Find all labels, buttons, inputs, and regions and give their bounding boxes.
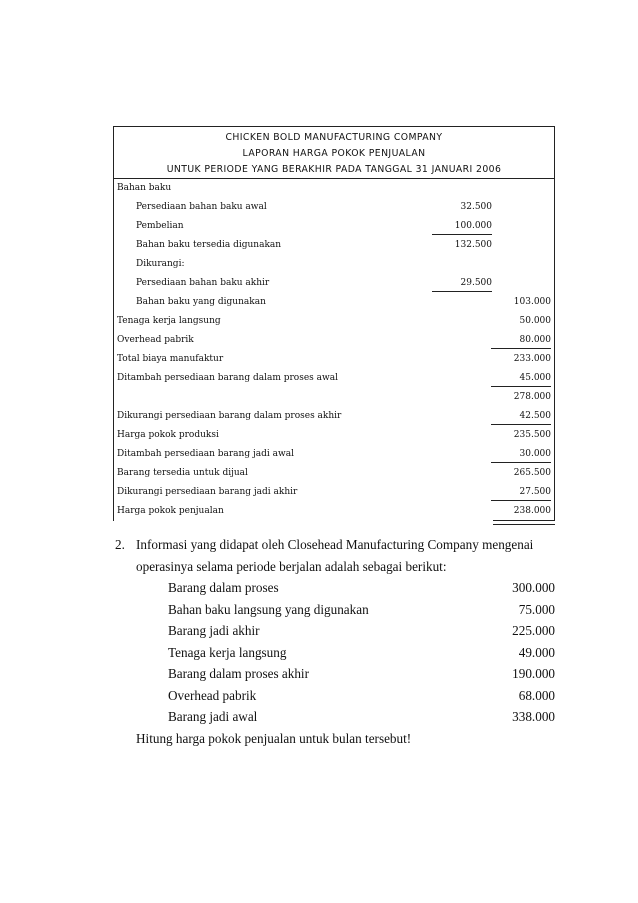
row-value: 233.000	[513, 354, 551, 364]
row-value: 42.500	[491, 407, 551, 425]
row-subvalue: 100.000	[432, 217, 492, 235]
table-row	[114, 483, 554, 502]
table-row	[114, 217, 554, 236]
row-label: Ditambah persediaan barang jadi awal	[117, 449, 294, 459]
cogs-report-table	[113, 126, 555, 521]
row-label: Persediaan bahan baku akhir	[136, 278, 270, 288]
row-label: Harga pokok produksi	[117, 430, 219, 440]
item-label: Tenaga kerja langsung	[168, 644, 287, 660]
item-value: 190.000	[512, 666, 555, 681]
table-row	[114, 198, 554, 217]
row-value: 50.000	[519, 316, 551, 326]
item-value: 225.000	[512, 623, 555, 638]
table-row	[114, 369, 554, 388]
list-item	[115, 685, 555, 707]
row-value: 265.500	[513, 468, 551, 478]
item-label: Barang jadi akhir	[168, 623, 260, 638]
list-item	[115, 706, 555, 728]
item-label: Bahan baku langsung yang digunakan	[168, 601, 369, 617]
table-row	[114, 255, 554, 274]
row-value: 45.000	[491, 369, 551, 387]
exercise-section	[115, 534, 555, 749]
exercise-question: Hitung harga pokok penjualan untuk bulan tersebut!	[136, 730, 412, 746]
row-label: Overhead pabrik	[117, 335, 194, 345]
table-row	[114, 274, 554, 293]
row-label: Dikurangi persediaan barang dalam proses akhir	[117, 411, 342, 421]
list-item	[115, 642, 555, 664]
row-label: Dikurangi:	[136, 259, 185, 269]
exercise-intro-cont: operasinya selama periode berjalan adalah sebagai berikut:	[136, 558, 447, 574]
list-item	[115, 577, 555, 599]
row-label: Barang tersedia untuk dijual	[117, 468, 248, 478]
row-value: 235.500	[513, 430, 551, 440]
item-label: Barang dalam proses akhir	[168, 666, 309, 681]
row-subvalue: 132.500	[454, 240, 492, 250]
table-row	[114, 179, 554, 198]
company-name: CHICKEN BOLD MANUFACTURING COMPANY	[225, 132, 443, 143]
table-row	[114, 502, 554, 521]
row-subvalue: 29.500	[432, 274, 492, 292]
item-value: 49.000	[518, 644, 555, 660]
report-header	[114, 127, 554, 179]
table-row	[114, 445, 554, 464]
table-row	[114, 407, 554, 426]
table-row	[114, 312, 554, 331]
row-subvalue: 32.500	[460, 202, 492, 212]
item-label: Overhead pabrik	[168, 687, 257, 703]
row-label: Dikurangi persediaan barang jadi akhir	[117, 487, 298, 497]
table-row	[114, 426, 554, 445]
list-item	[115, 620, 555, 642]
row-label: Total biaya manufaktur	[117, 354, 224, 364]
report-title: LAPORAN HARGA POKOK PENJUALAN	[242, 148, 426, 159]
item-label: Barang dalam proses	[168, 580, 279, 595]
exercise-number: 2.	[115, 537, 125, 552]
row-label: Harga pokok penjualan	[117, 506, 224, 516]
row-value: 238.000	[513, 506, 551, 516]
table-row	[114, 293, 554, 312]
item-value: 338.000	[512, 709, 555, 724]
report-period: UNTUK PERIODE YANG BERAKHIR PADA TANGGAL 31 JANUARI 2006	[166, 164, 502, 175]
row-label: Ditambah persediaan barang dalam proses awal	[117, 373, 338, 383]
table-row	[114, 388, 554, 407]
row-label: Bahan baku yang digunakan	[136, 297, 266, 307]
row-label: Bahan baku tersedia digunakan	[136, 240, 282, 250]
row-label: Persediaan bahan baku awal	[136, 202, 267, 212]
row-label: Tenaga kerja langsung	[117, 316, 221, 326]
list-item	[115, 663, 555, 685]
table-row	[114, 464, 554, 483]
row-value: 80.000	[491, 331, 551, 349]
list-item	[115, 599, 555, 621]
row-value: 30.000	[491, 445, 551, 463]
item-label: Barang jadi awal	[168, 709, 258, 724]
row-value: 278.000	[513, 392, 551, 402]
row-value: 27.500	[491, 483, 551, 501]
double-underline	[493, 520, 555, 525]
exercise-intro: Informasi yang didapat oleh Closehead Manufacturing Company mengenai	[136, 537, 534, 552]
table-row	[114, 350, 554, 369]
row-label: Bahan baku	[117, 183, 172, 193]
item-value: 68.000	[518, 687, 555, 703]
report-rows	[114, 179, 554, 521]
table-row	[114, 236, 554, 255]
row-value: 103.000	[513, 297, 551, 307]
item-value: 300.000	[512, 580, 555, 595]
item-value: 75.000	[518, 601, 555, 617]
row-label: Pembelian	[136, 221, 184, 231]
table-row	[114, 331, 554, 350]
